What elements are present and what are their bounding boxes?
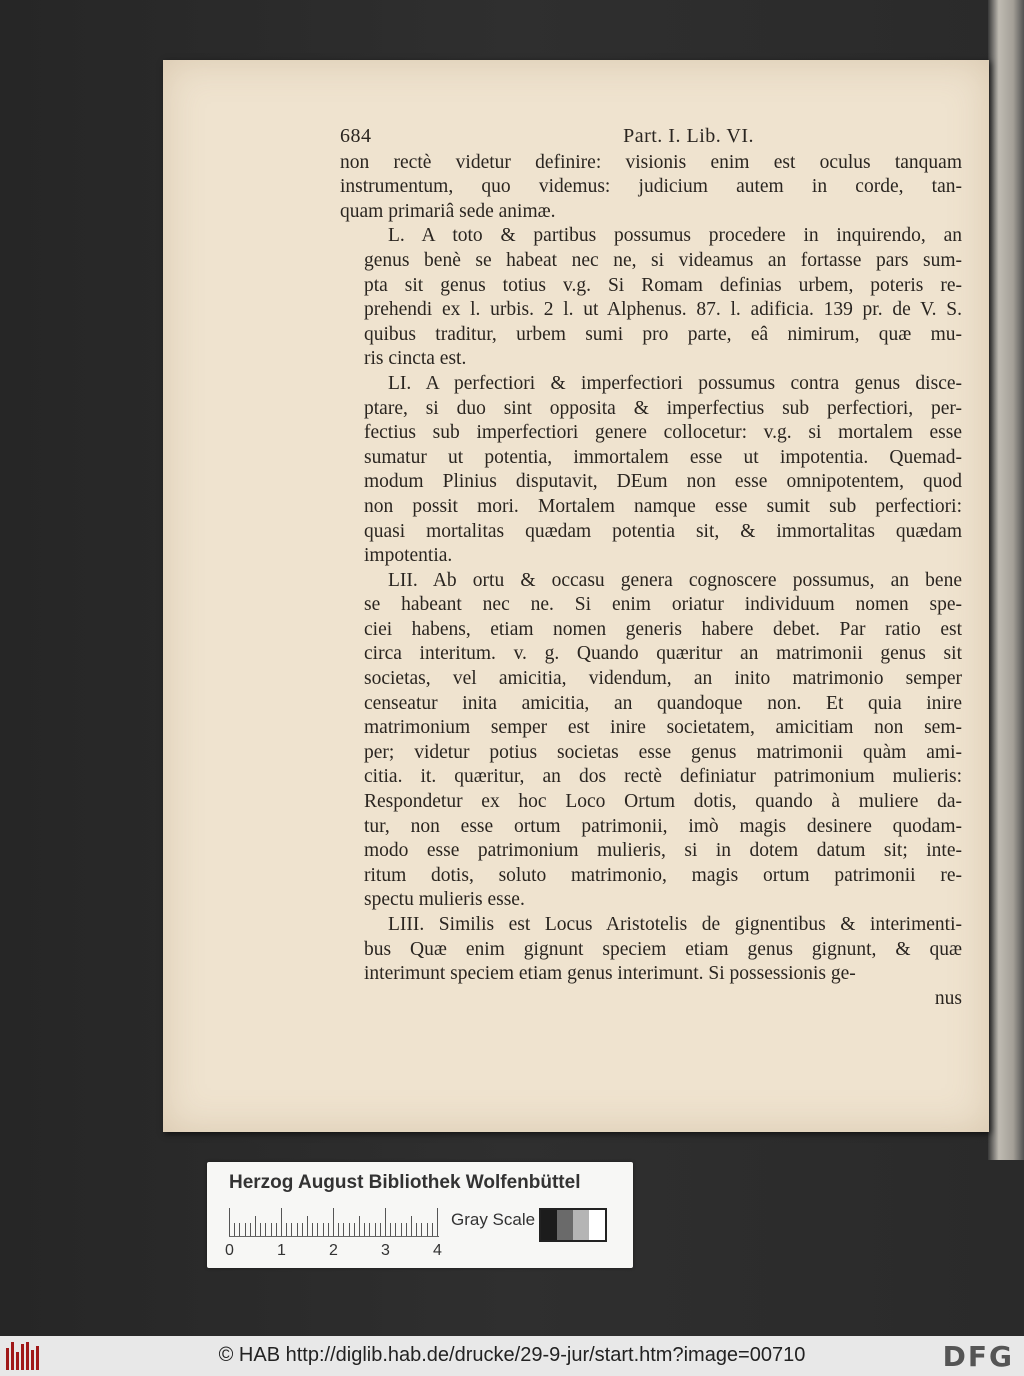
- text-line: tur, non esse ortum patrimonii, imò magis desinere quodam-: [364, 815, 962, 837]
- text-line: se habeant nec ne. Si enim oriatur individuum nomen spe-: [364, 594, 962, 616]
- ruler-tick: [401, 1223, 402, 1236]
- ruler-tick: [349, 1223, 350, 1236]
- ruler-tick: [375, 1223, 376, 1236]
- gray-scale-swatch: [539, 1208, 607, 1242]
- gray-swatch: [541, 1210, 557, 1240]
- text-line: LIII. Similis est Locus Aristotelis de gignentibus & interimenti-: [388, 914, 962, 935]
- text-line: LI. A perfectiori & imperfectiori possumus contra genus disce-: [388, 372, 962, 394]
- gray-scale-label: Gray Scale: [451, 1210, 536, 1229]
- text-line: quibus traditur, urbem sumi pro parte, eâ nimirum, quæ mu-: [364, 323, 962, 345]
- text-line: circa interitum. v. g. Quando quæritur an matrimonii genus sit: [364, 643, 962, 665]
- ruler-tick: [250, 1223, 251, 1236]
- gray-swatch: [557, 1210, 573, 1240]
- ruler-tick: [385, 1208, 386, 1236]
- ruler-tick: [286, 1223, 287, 1236]
- library-color-card: [207, 1162, 633, 1268]
- gray-swatch: [573, 1210, 589, 1240]
- text-line: citia. it. quæritur, an dos rectè definiatur patrimonium mulieris:: [364, 766, 962, 788]
- dfg-logo: DFG: [942, 1340, 1014, 1373]
- ruler-tick: [229, 1208, 230, 1236]
- text-line: non rectè videtur definire: visionis enim est oculus tanquam: [340, 151, 962, 173]
- text-line: societas, vel amicitia, videndum, an inito matrimonio semper: [364, 668, 962, 690]
- gray-swatch: [589, 1210, 605, 1240]
- text-line: bus Quæ enim gignunt speciem etiam genus gignunt, & quæ: [364, 938, 962, 960]
- text-line: ptare, si duo sint opposita & imperfectius sub perfectiori, per-: [364, 397, 962, 419]
- paragraph: [340, 224, 962, 372]
- ruler-tick: [234, 1223, 235, 1236]
- ruler-tick: [416, 1223, 417, 1236]
- ruler-tick: [437, 1208, 438, 1236]
- text-line: fectius sub imperfectiori genere collocetur: v.g. si mortalem esse: [364, 422, 962, 444]
- running-head: [340, 124, 962, 149]
- text-line: ris cincta est.: [364, 348, 467, 370]
- ruler-tick: [395, 1223, 396, 1236]
- paragraph: [340, 372, 962, 569]
- copyright-url[interactable]: © HAB http://diglib.hab.de/drucke/29-9-jur/start.htm?image=00710: [218, 1344, 806, 1366]
- text-line: modo esse patrimonium mulieris, si in dotem datum sit; inte-: [364, 840, 962, 862]
- text-line: non possit mori. Mortalem namque esse sumit sub perfectiori:: [364, 495, 962, 517]
- text-line: interimunt speciem etiam genus interimunt. Si possessionis ge-: [364, 963, 856, 985]
- text-line: impotentia.: [364, 545, 453, 567]
- ruler-tick: [323, 1223, 324, 1236]
- ruler-tick: [312, 1223, 313, 1236]
- text-line: ritum dotis, soluto matrimonio, magis ortum patrimonii re-: [364, 864, 962, 886]
- ruler-tick: [281, 1208, 282, 1236]
- text-line: matrimonium semper est inire societatem, amicitiam non sem-: [364, 717, 962, 739]
- body-paragraphs: [340, 151, 962, 987]
- ruler-tick: [239, 1223, 240, 1236]
- text-line: prehendi ex l. urbis. 2 l. ut Alphenus. 87. l. adificia. 139 pr. de V. S.: [364, 299, 962, 321]
- paragraph: [340, 151, 962, 225]
- ruler-number: 0: [225, 1242, 234, 1259]
- ruler-tick: [265, 1223, 266, 1236]
- paragraph: [340, 913, 962, 987]
- text-line: censeatur inita amicitia, an quandoque non. Et quia inire: [364, 692, 962, 714]
- ruler-tick: [427, 1223, 428, 1236]
- ruler-tick: [390, 1223, 391, 1236]
- ruler-tick: [359, 1216, 360, 1236]
- ruler-tick: [338, 1223, 339, 1236]
- ruler-number: 2: [329, 1242, 338, 1259]
- text-line: sumatur ut potentia, immortalem esse ut impotentia. Quemad-: [364, 446, 962, 468]
- text-line: Respondetur ex hoc Loco Ortum dotis, quando à muliere da-: [364, 791, 962, 813]
- text-line: quam primariâ sede animæ.: [340, 200, 556, 222]
- page-number: 684: [340, 125, 372, 147]
- ruler-number: 4: [433, 1242, 442, 1259]
- ruler-number: 1: [277, 1242, 286, 1259]
- text-line: modum Plinius disputavit, DEum non esse omnipotentem, quod: [364, 471, 962, 493]
- text-line: LII. Ab ortu & occasu genera cognoscere possumus, an bene: [388, 569, 962, 591]
- page-text: [340, 124, 962, 1011]
- ruler-tick: [406, 1223, 407, 1236]
- ruler-tick: [328, 1223, 329, 1236]
- ruler-tick: [291, 1223, 292, 1236]
- ruler-tick: [276, 1223, 277, 1236]
- ruler-tick: [245, 1223, 246, 1236]
- ruler-tick: [343, 1223, 344, 1236]
- page-edge: [988, 0, 1024, 1160]
- catchword: nus: [934, 987, 962, 1009]
- ruler-tick: [432, 1223, 433, 1236]
- text-line: pta sit genus totius v.g. Si Romam definias urbem, poteris re-: [364, 274, 962, 296]
- ruler-tick: [302, 1223, 303, 1236]
- ruler-tick: [271, 1223, 272, 1236]
- ruler-tick: [260, 1223, 261, 1236]
- ruler-tick: [411, 1216, 412, 1236]
- text-line: L. A toto & partibus possumus procedere in inquirendo, an: [388, 225, 962, 247]
- paragraph: [340, 569, 962, 913]
- ruler-number: 3: [381, 1242, 390, 1259]
- text-line: per; videtur potius societas esse genus matrimonii quàm ami-: [364, 741, 962, 763]
- running-head-title: Part. I. Lib. VI.: [623, 125, 754, 147]
- book-page: [163, 60, 989, 1132]
- ruler-tick: [421, 1223, 422, 1236]
- scale-ruler: [229, 1208, 439, 1237]
- text-line: genus benè se habeat nec ne, si videamus an fortasse pars sum-: [364, 249, 962, 271]
- ruler-tick: [354, 1223, 355, 1236]
- text-line: instrumentum, quo videmus: judicium autem in corde, tan-: [340, 176, 962, 198]
- ruler-tick: [317, 1223, 318, 1236]
- text-line: quasi mortalitas quædam potentia sit, & immortalitas quædam: [364, 520, 962, 542]
- ruler-tick: [333, 1208, 334, 1236]
- ruler-tick: [255, 1216, 256, 1236]
- ruler-tick: [369, 1223, 370, 1236]
- ruler-tick: [364, 1223, 365, 1236]
- ruler-tick: [380, 1223, 381, 1236]
- ruler-tick: [307, 1216, 308, 1236]
- library-name: Herzog August Bibliothek Wolfenbüttel: [229, 1172, 581, 1193]
- text-line: ciei habens, etiam nomen generis habere debet. Par ratio est: [364, 618, 962, 640]
- footer-bar: [0, 1336, 1024, 1376]
- ruler-tick: [297, 1223, 298, 1236]
- text-line: spectu mulieris esse.: [364, 889, 525, 911]
